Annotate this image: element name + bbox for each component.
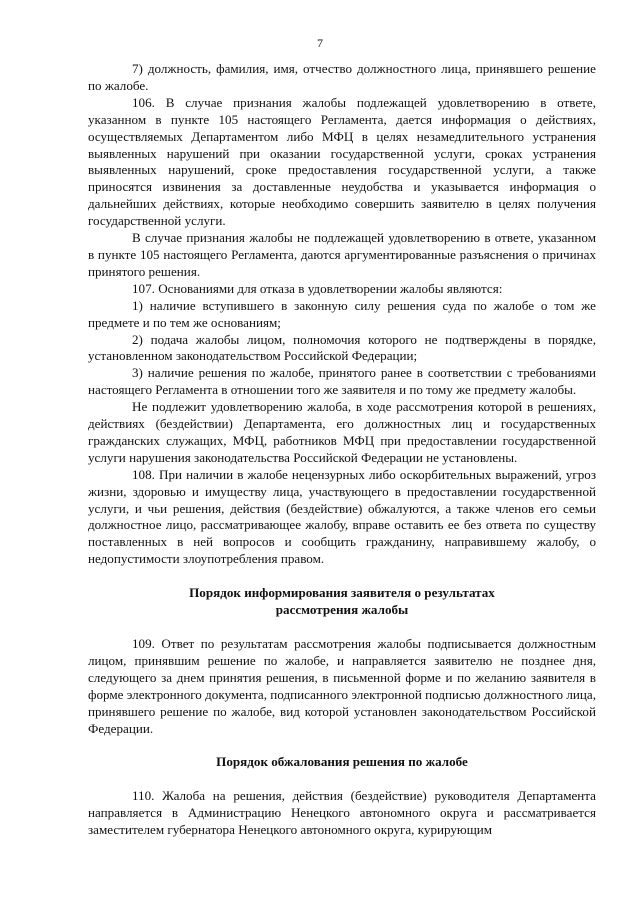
paragraph-108: 108. При наличии в жалобе нецензурных либо оскорбительных выражений, угроз жизни, здоровью и имуществу лица, участвующего в предоставлении государственной услуги, и чьи решения, действия (бездействие) обжалуются, а также членов его семьи должностное лицо, рассматривающее жалобу, вправе оставить ее без ответа по существу поставленных в ней вопросов и сообщить гражданину, направившему жалобу, о недопустимости злоупотребления правом. bbox=[88, 466, 596, 567]
section-heading-appeal: Порядок обжалования решения по жалобе bbox=[216, 754, 468, 770]
spacer bbox=[88, 619, 596, 636]
paragraph-109: 109. Ответ по результатам рассмотрения жалобы подписывается должностным лицом, принявшим решение по жалобе, и направляется заявителю не позднее дня, следующего за днем принятия решения, в письменной форме и по желанию заявителя в форме электронного документа, подписанного электронной подписью должностного лица, принявшего решение по жалобе, вид которой установлен законодательством Российской Федерации. bbox=[88, 636, 596, 736]
spacer bbox=[88, 737, 596, 754]
section-heading-line-2: рассмотрения жалобы bbox=[275, 602, 409, 618]
paragraph-107-note: Не подлежит удовлетворению жалоба, в ходе рассмотрения которой в решениях, действиях (бездействии) Департамента, его должностных лиц и государственных гражданских служащих, МФЦ, работников МФЦ при предоставлении государственной услуги нарушения законодательства Российской Федерации не установлены. bbox=[88, 399, 596, 465]
spacer bbox=[88, 771, 596, 788]
document-body bbox=[88, 61, 596, 839]
paragraph-110: 110. Жалоба на решения, действия (бездействие) руководителя Департамента направляется в Администрацию Ненецкого автономного округа и рассматривается заместителем губернатора Ненецкого автономного округа, курирующим bbox=[88, 788, 596, 838]
section-heading-informing bbox=[88, 585, 596, 619]
paragraph-107-item-2: 2) подача жалобы лицом, полномочия которого не подтверждены в порядке, установленном законодательством Российской Федерации; bbox=[88, 331, 596, 364]
paragraph-107-item-3: 3) наличие решения по жалобе, принятого ранее в соответствии с требованиями настоящего Регламента в отношении того же заявителя и по тому же предмету жалобы. bbox=[88, 365, 596, 398]
paragraph-106: 106. В случае признания жалобы подлежащей удовлетворению в ответе, указанном в пункте 105 настоящего Регламента, дается информация о действиях, осуществляемых Департаментом либо МФЦ в целях незамедлительного устранения выявленных нарушений при оказании государственной услуги, сроках устранения выявленных нарушений, сроке предоставления государственной услуги, а также приносятся извинения за доставленные неудобства и указывается информация о дальнейших действиях, которые необходимо совершить заявителю в целях получения государственной услуги. bbox=[88, 94, 596, 229]
spacer bbox=[88, 568, 596, 585]
section-heading-line-1: Порядок информирования заявителя о результатах bbox=[189, 585, 495, 601]
page-number: 7 bbox=[317, 36, 323, 50]
paragraph-107-item-1: 1) наличие вступившего в законную силу решения суда по жалобе о том же предмете и по тем же основаниям; bbox=[88, 297, 596, 330]
paragraph-item-7: 7) должность, фамилия, имя, отчество должностного лица, принявшего решение по жалобе. bbox=[88, 61, 596, 93]
paragraph-106-rejection: В случае признания жалобы не подлежащей удовлетворению в ответе, указанном в пункте 105 настоящего Регламента, даются аргументированные разъяснения о причинах принятого решения. bbox=[88, 230, 596, 279]
paragraph-107: 107. Основаниями для отказа в удовлетворении жалобы являются: bbox=[132, 280, 503, 296]
